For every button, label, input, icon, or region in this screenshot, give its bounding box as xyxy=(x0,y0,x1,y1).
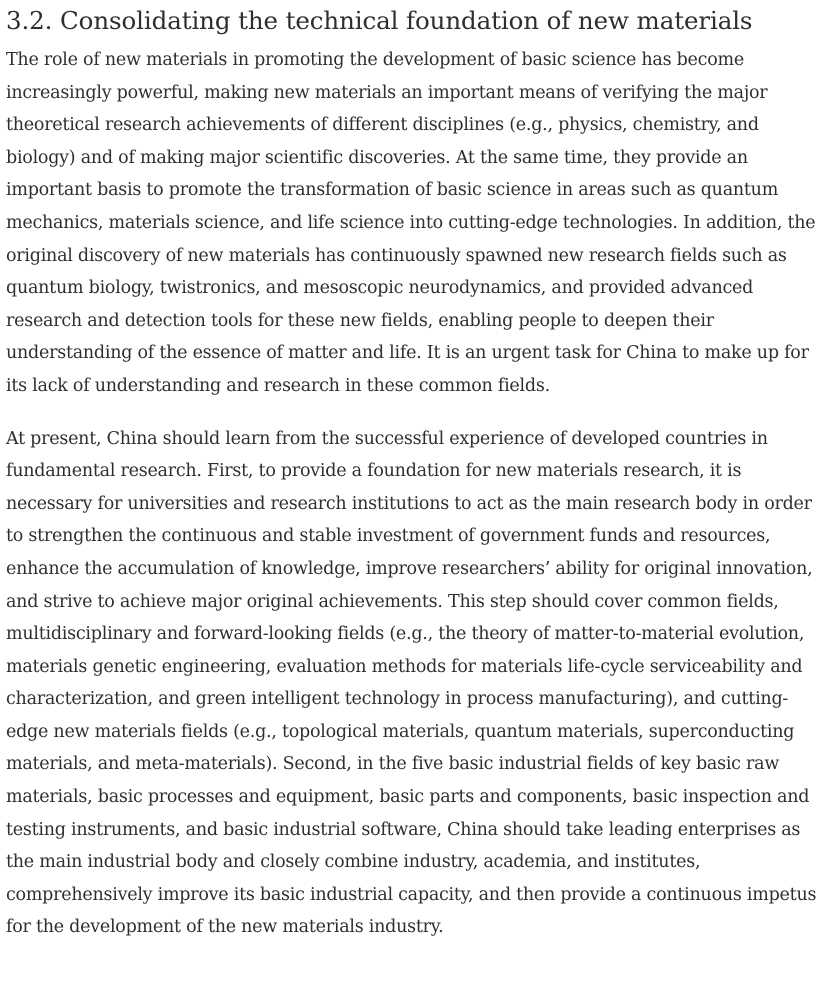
paragraph-2: At present, China should learn from the successful experience of developed countries in fundamental research. First, to provide a foundation for new materials research, it is necessary for universities and research institutions to act as the main research body in order to strengthen the continuous and stable investment of government funds and resources, enhance the accumulation of knowledge, improve researchers’ ability for original innovation, and strive to achieve major original achievements. This step should cover common fields, multidisciplinary and forward-looking fields (e.g., the theory of matter-to-material evolution, materials genetic engineering, evaluation methods for materials life-cycle serviceability and characterization, and green intelligent technology in process manufacturing), and cutting-edge new materials fields (e.g., topological materials, quantum materials, superconducting materials, and meta-materials). Second, in the five basic industrial fields of key basic raw materials, basic processes and equipment, basic parts and components, basic inspection and testing instruments, and basic industrial software, China should take leading enterprises as the main industrial body and closely combine industry, academia, and institutes, comprehensively improve its basic industrial capacity, and then provide a continuous impetus for the development of the new materials industry. xyxy=(6,428,817,938)
section-heading: 3.2. Consolidating the technical foundation of new materials xyxy=(6,6,753,35)
article-section xyxy=(0,5,832,944)
paragraph-1: The role of new materials in promoting the development of basic science has become increasingly powerful, making new materials an important means of verifying the major theoretical research achievements of different disciplines (e.g., physics, chemistry, and biology) and of making major scientific discoveries. At the same time, they provide an important basis to promote the transformation of basic science in areas such as quantum mechanics, materials science, and life science into cutting-edge technologies. In addition, the original discovery of new materials has continuously spawned new research fields such as quantum biology, twistronics, and mesoscopic neurodynamics, and provided advanced research and detection tools for these new fields, enabling people to deepen their understanding of the essence of matter and life. It is an urgent task for China to make up for its lack of understanding and research in these common fields. xyxy=(6,50,816,396)
